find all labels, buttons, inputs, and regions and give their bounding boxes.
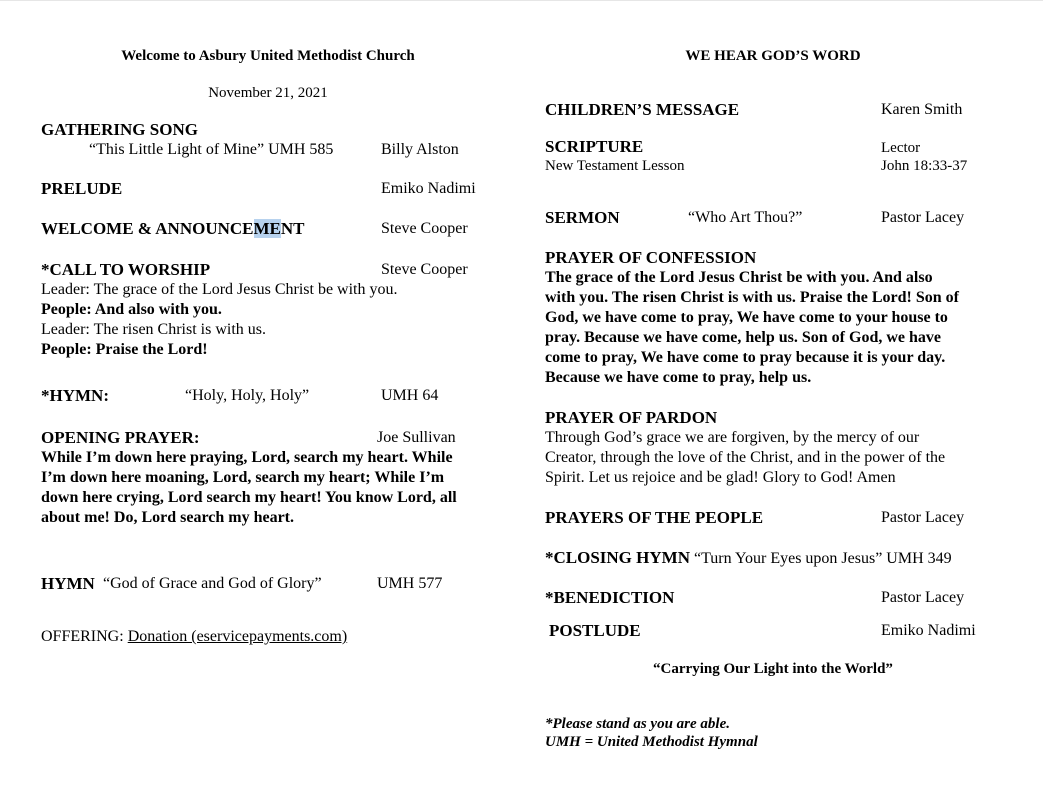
footnote: *Please stand as you are able. [545, 716, 730, 732]
scripture-subheading: New Testament Lesson [545, 158, 685, 174]
scripture-reference: John 18:33-37 [881, 158, 968, 174]
call-to-worship-text [41, 280, 398, 360]
call-to-worship-heading: *CALL TO WORSHIP [41, 260, 211, 279]
call-line: Leader: The risen Christ is with us. [41, 321, 266, 338]
sermon-leader: Pastor Lacey [881, 209, 965, 226]
confession-line: come to pray, We have come to pray because it is your day. [545, 349, 946, 366]
opening-prayer-heading: OPENING PRAYER: [41, 428, 200, 447]
confession-line: God, we have come to pray, We have come to your house to [545, 309, 948, 326]
benediction-leader: Pastor Lacey [881, 589, 965, 606]
service-date: November 21, 2021 [208, 85, 328, 101]
prayer-of-confession-heading: PRAYER OF CONFESSION [545, 248, 757, 267]
sermon-heading: SERMON [545, 208, 620, 227]
pardon-line: Through God’s grace we are forgiven, by the mercy of our [545, 429, 920, 446]
offering-label: OFFERING: [41, 628, 128, 645]
confession-line: pray. Because we have come, help us. Son of God, we have [545, 329, 941, 346]
section-title: WE HEAR GOD’S WORD [685, 48, 861, 64]
benediction-heading: *BENEDICTION [545, 588, 675, 607]
donation-link[interactable]: Donation (eservicepayments.com) [127, 628, 348, 645]
prayer-of-pardon-heading: PRAYER OF PARDON [545, 408, 718, 427]
heading-text-a: WELCOME & ANNOUNCE [41, 219, 254, 238]
footnotes [545, 715, 758, 751]
welcome-title: Welcome to Asbury United Methodist Church [121, 48, 415, 64]
gathering-song-title: “This Little Light of Mine” UMH 585 [89, 141, 334, 158]
footnote: UMH = United Methodist Hymnal [545, 734, 758, 750]
childrens-message-leader: Karen Smith [881, 101, 963, 118]
offering-line [41, 627, 347, 647]
welcome-announcement-leader: Steve Cooper [381, 220, 468, 237]
scripture-heading: SCRIPTURE [545, 137, 644, 156]
prayer-line: down here crying, Lord search my heart! You know Lord, all [41, 489, 457, 506]
sermon-title: “Who Art Thou?” [688, 209, 803, 226]
closing-hymn-line [545, 548, 952, 569]
scripture-role: Lector [881, 140, 921, 156]
hymn2-title: “God of Grace and God of Glory” [103, 575, 322, 592]
prayers-of-people-leader: Pastor Lacey [881, 509, 965, 526]
confession-line: Because we have come to pray, help us. [545, 369, 812, 386]
page-top-border [0, 0, 1043, 1]
call-to-worship-leader: Steve Cooper [381, 261, 468, 278]
text-selection-highlight: ME [253, 219, 281, 238]
response-line: People: And also with you. [41, 301, 222, 318]
prelude-heading: PRELUDE [41, 179, 123, 198]
welcome-announcement-heading [41, 219, 305, 239]
hymn-heading: *HYMN: [41, 386, 109, 405]
hymn-title: “Holy, Holy, Holy” [185, 387, 310, 404]
gathering-song-heading: GATHERING SONG [41, 120, 198, 139]
call-line: Leader: The grace of the Lord Jesus Christ be with you. [41, 281, 398, 298]
hymn-number: UMH 64 [381, 387, 439, 404]
prayers-of-people-heading: PRAYERS OF THE PEOPLE [545, 508, 764, 527]
postlude-heading: POSTLUDE [549, 621, 641, 640]
pardon-line: Creator, through the love of the Christ, and in the power of the [545, 449, 946, 466]
closing-hymn-heading: *CLOSING HYMN [545, 548, 690, 567]
gathering-song-leader: Billy Alston [381, 141, 459, 158]
prelude-leader: Emiko Nadimi [381, 180, 476, 197]
prayer-line: While I’m down here praying, Lord, search my heart. While [41, 449, 453, 466]
prayer-of-pardon-text [545, 428, 945, 488]
prayer-of-confession-text [545, 268, 959, 388]
childrens-message-heading: CHILDREN’S MESSAGE [545, 100, 740, 119]
pardon-line: Spirit. Let us rejoice and be glad! Glory to God! Amen [545, 469, 896, 486]
postlude-leader: Emiko Nadimi [881, 622, 976, 639]
hymn2-number: UMH 577 [377, 575, 443, 592]
hymn2-heading: HYMN [41, 574, 95, 593]
prayer-line: about me! Do, Lord search my heart. [41, 509, 295, 526]
confession-line: with you. The risen Christ is with us. Praise the Lord! Son of [545, 289, 959, 306]
response-line: People: Praise the Lord! [41, 341, 208, 358]
confession-line: The grace of the Lord Jesus Christ be with you. And also [545, 269, 933, 286]
prayer-line: I’m down here moaning, Lord, search my heart; While I’m [41, 469, 445, 486]
heading-text-b: NT [280, 219, 305, 238]
opening-prayer-text [41, 448, 457, 528]
motto: “Carrying Our Light into the World” [653, 661, 893, 677]
opening-prayer-leader: Joe Sullivan [377, 429, 456, 446]
closing-hymn-title: “Turn Your Eyes upon Jesus” UMH 349 [693, 550, 952, 567]
